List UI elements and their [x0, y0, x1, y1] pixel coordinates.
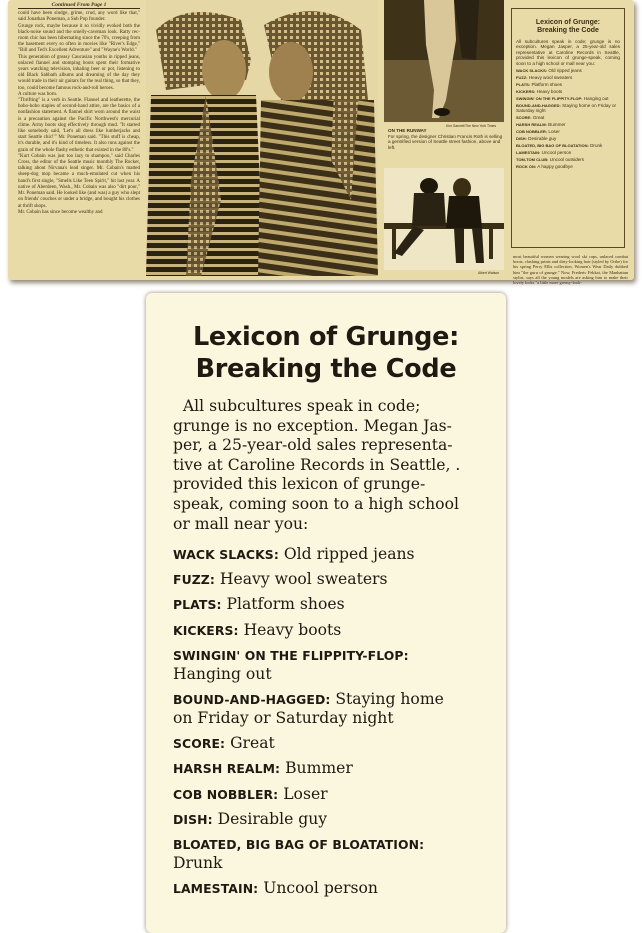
- article-body: [18, 11, 140, 216]
- article-paragraph: "Kurt Cobain was just too lazy to shampoo," said Charles Cross, the editor of the Seattle music monthly The Rocket, talking about Nirvana's lead singer. Mr. Cobain's matted sheep-dog mop became a much-emulated cut when his band's first single, "Smells Like Teen Spirit," hit last year. A native of Aberdeen, Wash., Mr. Cobain was also "dirt poor," Mr. Poneman said. He looked like (and was) a guy who slept on friends' couches or under a bridge, and bought his clothes at thrift shops.: [18, 153, 140, 209]
- mini-entry-term: PLATS:: [516, 81, 531, 87]
- mini-lexicon-entry: [516, 143, 620, 148]
- entry-term: BLOATED, BIG BAG OF BLOATATION:: [173, 836, 425, 852]
- intro-line: grunge is no exception. Megan Jas-: [173, 416, 452, 435]
- mini-entry-definition: Uncool outsiders: [549, 157, 585, 163]
- mini-entry-term: WACK SLACKS:: [516, 67, 548, 73]
- intro-line: or mall near you:: [173, 514, 309, 533]
- mini-entry-definition: Uncool person: [541, 150, 572, 156]
- card-title: [146, 321, 506, 385]
- mini-lexicon-entry: [516, 96, 620, 101]
- entry-term: BOUND-AND-HAGGED:: [173, 691, 331, 707]
- mini-lexicon-entry: [516, 150, 620, 155]
- article-paragraph: This generation of greasy Caucasian youths in ripped jeans, unlaced flannel and stomping boots spent their formative years watching television, inhaling beer or pot, listening to old Black Sabbath albums and dreaming of the day they would trade in their air guitars for the real thing, so that they, too, could become famous rock-and-roll heroes.: [18, 54, 140, 91]
- mini-entry-definition: Hanging out: [583, 95, 609, 101]
- lexicon-entry: [173, 690, 491, 728]
- entry-definition: Desirable guy: [217, 809, 328, 828]
- mini-lexicon-entry: [516, 157, 620, 162]
- entry-term: PLATS:: [173, 597, 222, 613]
- entry-definition: Platform shoes: [226, 595, 345, 614]
- lexicon-entry: [173, 879, 491, 898]
- mini-entry-definition: Bummer: [548, 122, 566, 128]
- entry-definition: Great: [230, 734, 275, 753]
- entry-term: FUZZ:: [173, 572, 215, 588]
- mini-entry-term: COB NOBBLER:: [516, 129, 548, 135]
- entry-definition: Loser: [283, 784, 328, 803]
- mini-entry-term: LAMESTAIN:: [516, 150, 541, 156]
- mini-entry-definition: Great: [532, 115, 545, 121]
- entry-definition: Bummer: [285, 759, 353, 778]
- mini-entry-term: ROCK ON:: [516, 164, 537, 170]
- article-column: [18, 2, 140, 274]
- models-photo: [146, 0, 378, 276]
- runway-caption: [388, 128, 504, 150]
- entry-definition-continued: Drunk: [173, 853, 223, 872]
- bench-photo: [384, 168, 504, 270]
- article-paragraph: Mr. Cobain has since become wealthy and: [18, 209, 103, 215]
- runway-photo: [384, 0, 504, 122]
- intro-line: tive at Caroline Records in Seattle, .: [173, 455, 461, 474]
- mini-title-line-2: Breaking the Code: [537, 27, 599, 34]
- entry-term: HARSH REALM:: [173, 761, 281, 777]
- mini-entry-term: TOM-TOM CLUB:: [516, 157, 549, 163]
- caption-lead: ON THE RUNWAY: [388, 128, 427, 133]
- card-intro: [173, 397, 489, 534]
- mini-lexicon-entry: [516, 103, 620, 114]
- card-title-line-2: Breaking the Code: [195, 354, 457, 384]
- article-paragraph: could have been sludge, grime, crud, any word like that," said Jonathan Poneman, a Sub Pop founder.: [18, 11, 140, 23]
- entry-definition: Heavy wool sweaters: [219, 570, 388, 589]
- entry-definition: Old ripped jeans: [283, 545, 415, 563]
- mini-entry-definition: Loser: [548, 129, 560, 135]
- mini-entry-definition: Desirable guy: [528, 136, 557, 142]
- entry-term: COB NOBBLER:: [173, 786, 279, 802]
- lexicon-card: [146, 293, 506, 933]
- mini-lexicon-entry: [516, 136, 620, 141]
- mini-entry-definition: Drunk: [590, 143, 603, 149]
- lexicon-entry: [173, 646, 491, 684]
- card-title-line-1: Lexicon of Grunge:: [192, 322, 460, 352]
- entry-definition-continued: Hanging out: [173, 664, 272, 683]
- mini-lexicon-entry: [516, 129, 620, 134]
- lexicon-entry: [173, 785, 491, 804]
- entry-term: WACK SLACKS:: [173, 547, 279, 562]
- entry-definition: Staying home: [335, 689, 444, 708]
- article-paragraph: Grunge rock, maybe because it so vividly evoked both the black-noise sound and the smelly-caveman look. Ratty rec-room chic has been hibernating since the 70's, creeping from the basement every so often in movies like "River's Edge," "Bill and Ted's Excellent Adventure" and "Wayne's World.": [18, 23, 140, 54]
- mini-entry-definition: A happy goodbye: [537, 164, 573, 170]
- lexicon-entry: [173, 810, 491, 829]
- mini-entry-term: HARSH REALM:: [516, 122, 547, 128]
- mini-entry-definition: Heavy wool sweaters: [528, 74, 573, 80]
- lexicon-entry: [173, 759, 491, 778]
- photo-credit-runway: Kim Garnett/The New York Times: [446, 124, 497, 128]
- lexicon-entry: [173, 734, 491, 753]
- mini-entry-definition: Old ripped jeans: [548, 67, 582, 73]
- article-continuation: most beautiful women wearing wool ski caps, unlaced combat boots, clashing prints and dirty-looking hair (styled by Oribe) for his spring Perry Ellis collection, Women's Wear Daily dubbed him "the guru of grunge." Now, Frederic Fekkai, the Manhattan stylist, says all the young models are asking him to make their lovely locks "a little more greasy-look-: [513, 254, 628, 286]
- mini-lexicon-title: [516, 19, 620, 35]
- intro-line: All subcultures speak in code;: [173, 397, 421, 415]
- models-illustration: [146, 0, 378, 276]
- mini-entry-term: SCORE:: [516, 115, 532, 121]
- article-paragraph: A culture was born.: [18, 91, 58, 97]
- bench-illustration: [384, 168, 504, 270]
- mini-lexicon-entry: [516, 115, 620, 120]
- mini-entry-term: BOUND-AND-HAGGED:: [516, 102, 561, 108]
- mini-entry-term: FUZZ:: [516, 74, 528, 80]
- entry-term: KICKERS:: [173, 622, 239, 638]
- mini-entry-definition: Platform shoes: [531, 81, 563, 87]
- lexicon-entry: [173, 545, 491, 564]
- mini-lexicon-entry: [516, 82, 620, 87]
- continued-label: Continued From Page 1: [18, 2, 140, 9]
- entry-term: SCORE:: [173, 736, 226, 752]
- entry-term: LAMESTAIN:: [173, 881, 259, 897]
- lexicon-entry: [173, 570, 491, 589]
- entry-definition-continued: on Friday or Saturday night: [173, 708, 394, 727]
- photo-credit-bench: Albert Watson: [478, 271, 500, 275]
- mini-lexicon-entries: [516, 68, 620, 170]
- mini-lexicon-entry: [516, 68, 620, 73]
- mini-lexicon-entry: [516, 164, 620, 169]
- mini-lexicon-entry: [516, 122, 620, 127]
- mini-title-line-1: Lexicon of Grunge:: [535, 19, 601, 26]
- lexicon-entry: [173, 621, 491, 640]
- mini-lexicon-box: [511, 8, 625, 248]
- lexicon-entry: [173, 835, 491, 873]
- lexicon-entry: [173, 595, 491, 614]
- mini-entry-term: DISH:: [516, 136, 527, 142]
- mini-entry-term: KICKERS:: [516, 88, 536, 94]
- entry-definition: Heavy boots: [243, 620, 342, 639]
- mini-entry-definition: Staying home on Friday or Saturday night: [516, 102, 617, 114]
- mini-entry-term: SWINGIN' ON THE FLIPPITY-FLOP:: [516, 95, 583, 101]
- mini-lexicon-entry: [516, 89, 620, 94]
- lexicon-entries: [173, 545, 491, 904]
- newspaper-clipping: [8, 0, 634, 286]
- intro-line: speak, coming soon to a high school: [173, 494, 459, 513]
- intro-line: per, a 25-year-old sales representa-: [173, 436, 453, 455]
- mini-entry-term: BLOATED, BIG BAG OF BLOATATION:: [516, 143, 589, 149]
- mini-entry-definition: Heavy boots: [536, 88, 563, 94]
- caption-text: For spring, the designer Christian Francis Roth is selling a gentrified version of Seattle street fashion, above and left.: [388, 133, 503, 150]
- runway-illustration: [384, 0, 504, 122]
- entry-term: DISH:: [173, 811, 213, 827]
- entry-term: SWINGIN' ON THE FLIPPITY-FLOP:: [173, 647, 409, 663]
- mini-lexicon-intro: All subcultures speak in code; grunge is no exception. Megan Jasper, a 25-year-old sales representative at Caroline Records in Seattle, provided this lexicon of grunge-speak, coming soon to a high school or mall near you:: [516, 39, 620, 66]
- article-paragraph: "Thrifting" is a verb in Seattle. Flannel and leatherette, the boho-hobo staples of second-hand attire, are the basics of a nonfashion statement. A flannel shirt worn around the waist is a precaution against the Pacific Northwest's mercurial clime. Army boots slog effectively through mud. "It started like somebody said, 'Let's all dress like lumberjacks and start Seattle chic!'" Mr. Poneman said. "This stuff is cheap, it's durable, and it's kind of timeless. It also runs against the grain of the whole flashy esthetic that existed in the 80's.": [18, 98, 140, 153]
- entry-definition: Uncool person: [263, 879, 378, 898]
- mini-lexicon-entry: [516, 75, 620, 80]
- intro-line: provided this lexicon of grunge-: [173, 475, 426, 494]
